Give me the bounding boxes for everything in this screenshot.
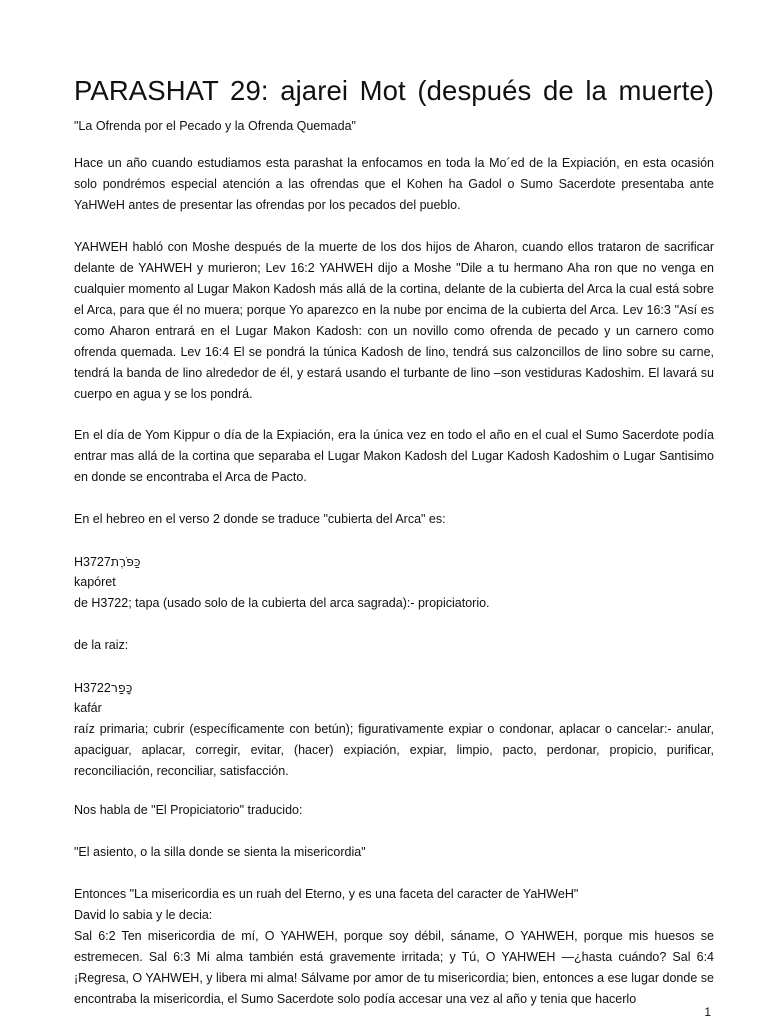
hebrew-word: כָּפַר [110,680,133,695]
definition-h3722: raíz primaria; cubrir (específicamente con betún); figurativamente expiar o condonar, aplacar o cancelar:- anular, apaciguar, aplacar, corregir, evitar, (hacer) expiación, expiar, limpio, pacto, perdonar, propicio, purificar, reconciliación, reconciliar, satisfacción. [74,722,714,778]
raiz-label: de la raiz: [74,638,129,652]
transliteration-kafar: kafár [74,701,102,715]
definition-h3727: de H3722; tapa (usado solo de la cubierta del arca sagrada):- propiciatorio. [74,596,490,610]
paragraph-intro: Hace un año cuando estudiamos esta parashat la enfocamos en toda la Mo´ed de la Expiación, en esta ocasión solo pondrémos especial atención a las ofrendas que el Kohen ha Gadol o Sumo Sacerdote presentaba ante YaHWeH antes de presentar las ofrendas por los pecados del pueblo. [74,156,714,212]
strong-code: H3722 [74,681,111,695]
strong-entry-h3727 [74,551,141,573]
page-number: 1 [704,1005,711,1019]
paragraph-david: David lo sabia y le decia: [74,908,213,922]
transliteration-kaporet: kapóret [74,575,116,589]
strong-entry-h3722 [74,677,132,699]
strong-code: H3727 [74,555,111,569]
hebrew-word: כַּפֹּרֶת [110,554,141,569]
paragraph-hebreo: En el hebreo en el verso 2 donde se traduce "cubierta del Arca" es: [74,512,446,526]
paragraph-lev16: YAHWEH habló con Moshe después de la muerte de los dos hijos de Aharon, cuando ellos trataron de sacrificar delante de YAHWEH y murieron; Lev 16:2 YAHWEH dijo a Moshe "Dile a tu hermano Aha ron que no venga en cualquier momento al Lugar Makon Kadosh más allá de la cortina, delante de la cubierta del Arca la cual está sobre el Arca, para que él no muera; porque Yo aparezco en la nube por encima de la cubierta del Arca. Lev 16:3 "Así es como Aharon entrará en el Lugar Makon Kadosh: con un novillo como ofrenda de pecado y un carnero como ofrenda quemada. Lev 16:4 El se pondrá la túnica Kadosh de lino, tendrá sus calzoncillos de lino sobre su carne, tendrá la banda de lino alrededor de él, y estará usando el turbante de lino –son vestiduras Kadoshim. El lavará su cuerpo en agua y se los pondrá. [74,240,714,401]
subtitle: "La Ofrenda por el Pecado y la Ofrenda Quemada" [74,119,356,133]
paragraph-asiento: "El asiento, o la silla donde se sienta la misericordia" [74,845,366,859]
paragraph-yom-kippur: En el día de Yom Kippur o día de la Expiación, era la única vez en todo el año en el cual el Sumo Sacerdote podía entrar mas allá de la cortina que separaba el Lugar Makon Kadosh del Lugar Kadosh Kadoshim o Lugar Santisimo en donde se encontraba el Arca de Pacto. [74,428,714,484]
paragraph-misericordia: Entonces "La misericordia es un ruah del Eterno, y es una faceta del caracter de YaHWeH" [74,887,579,901]
paragraph-salmo-6: Sal 6:2 Ten misericordia de mí, O YAHWEH, porque soy débil, sáname, O YAHWEH, porque mis huesos se estremecen. Sal 6:3 Mi alma también está gravemente irritada; y Tú, O YAHWEH —¿hasta cuándo? Sal 6:4 ¡Regresa, O YAHWEH, y libera mi alma! Sálvame por amor de tu misericordia; bien, entonces a ese lugar donde se encontraba la misericordia, el Sumo Sacerdote solo podía accesar una vez al año y tenia que hacerlo [74,929,714,1006]
paragraph-propiciatorio: Nos habla de "El Propiciatorio" traducido: [74,803,303,817]
page-title: PARASHAT 29: ajarei Mot (después de la muerte) [74,75,714,106]
